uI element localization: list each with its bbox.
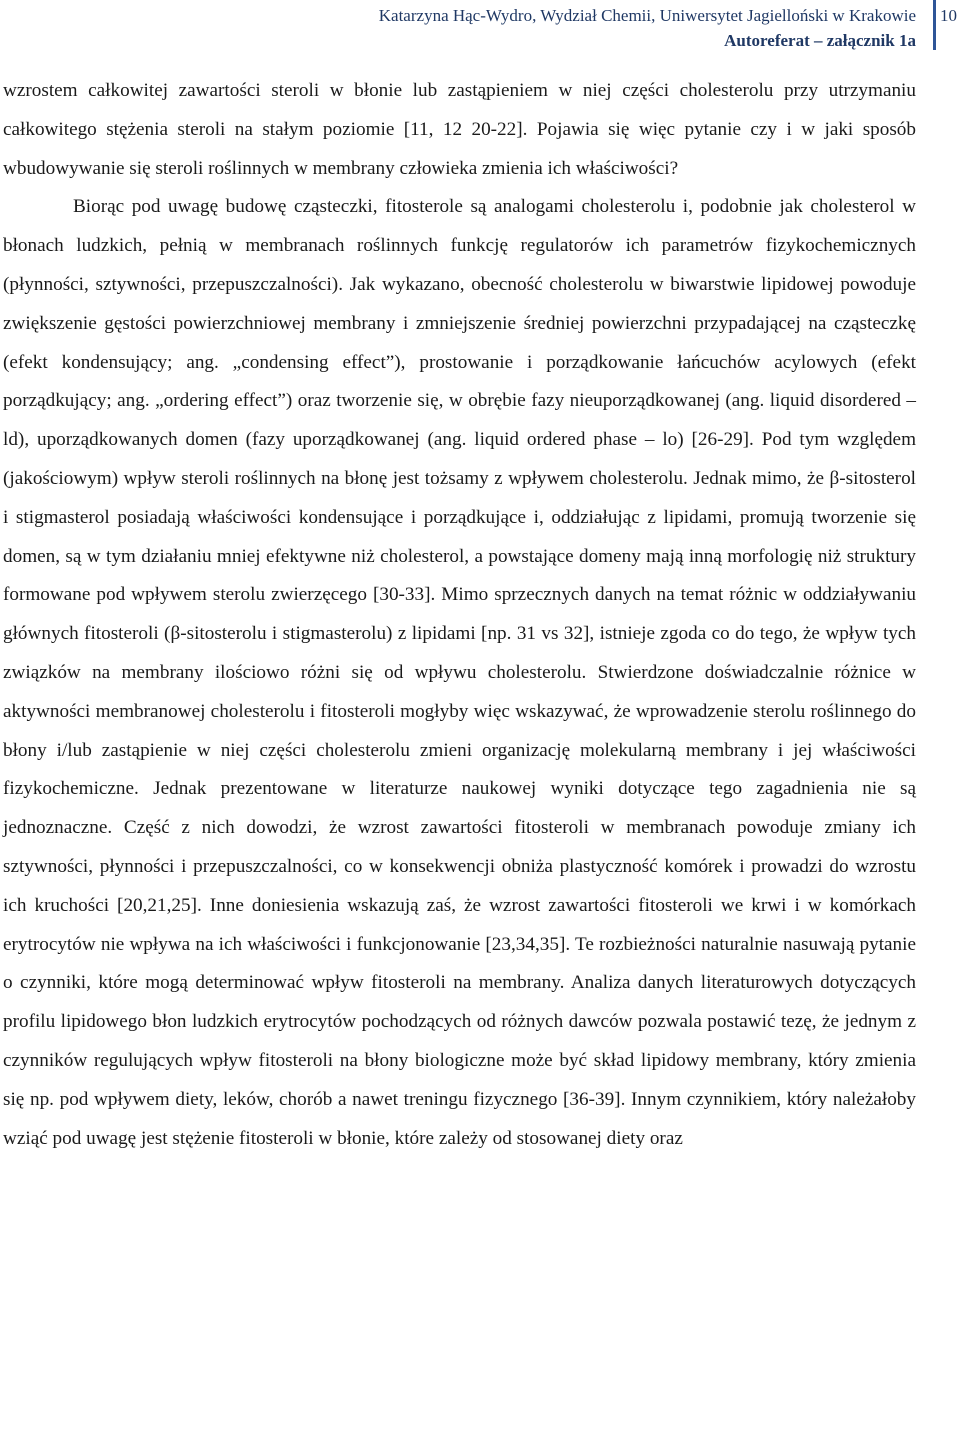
header-subtitle: Autoreferat – załącznik 1a bbox=[724, 31, 916, 50]
header-title: Katarzyna Hąc-Wydro, Wydział Chemii, Uniwersytet Jagielloński w Krakowie bbox=[378, 6, 916, 25]
document-body bbox=[3, 72, 916, 1158]
page-number: 10 bbox=[940, 6, 957, 25]
paragraph-continued: wzrostem całkowitej zawartości steroli w błonie lub zastąpieniem w niej części cholesterolu przy utrzymaniu całkowitego stężenia steroli na stałym poziomie [11, 12 20-22]. Pojawia się więc pytanie czy i w jaki sposób wbudowywanie się steroli roślinnych w membrany człowieka zmienia ich właściwości? bbox=[3, 80, 916, 179]
header-divider bbox=[933, 0, 936, 50]
header-text bbox=[379, 3, 916, 53]
paragraph-main: Biorąc pod uwagę budowę cząsteczki, fitosterole są analogami cholesterolu i, podobnie jak cholesterol w błonach ludzkich, pełnią w membranach roślinnych funkcję regulatorów ich parametrów fizykochemicznych (płynności, sztywności, przepuszczalności). Jak wykazano, obecność cholesterolu w biwarstwie lipidowej powoduje zwiększenie gęstości powierzchniowej membrany i zmniejszenie średniej powierzchni przypadającej na cząsteczkę (efekt kondensujący; ang. „condensing effect”), prostowanie i porządkowanie łańcuchów acylowych (efekt porządkujący; ang. „ordering effect”) oraz tworzenie się, w obrębie fazy nieuporządkowanej (ang. liquid disordered – ld), uporządkowanych domen (fazy uporządkowanej (ang. liquid ordered phase – lo) [26-29]. Pod tym względem (jakościowym) wpływ steroli roślinnych na błonę jest tożsamy z wpływem cholesterolu. Jednak mimo, że β-sitosterol i stigmasterol posiadają właściwości kondensujące i porządkujące i, oddziałując z lipidami, promują tworzenie się domen, są w tym działaniu mniej efektywne niż cholesterol, a powstające domeny mają inną morfologię niż struktury formowane pod wpływem sterolu zwierzęcego [30-33]. Mimo sprzecznych danych na temat różnic w oddziaływaniu głównych fitosteroli (β-sitosterolu i stigmasterolu) z lipidami [np. 31 vs 32], istnieje zgoda co do tego, że wpływ tych związków na membrany ilościowo różni się od wpływu cholesterolu. Stwierdzone doświadczalnie różnice w aktywności membranowej cholesterolu i fitosteroli mogłyby więc wskazywać, że wprowadzenie sterolu roślinnego do błony i/lub zastąpienie w niej części cholesterolu zmieni organizację molekularną membrany i jej właściwości fizykochemiczne. Jednak prezentowane w literaturze naukowej wyniki dotyczące tego zagadnienia nie są jednoznaczne. Część z nich dowodzi, że wzrost zawartości fitosteroli w membranach powoduje zmiany ich sztywności, płynności i przepuszczalności, co w konsekwencji obniża plastyczność komórek i prowadzi do wzrostu ich kruchości [20,21,25]. Inne doniesienia wskazują zaś, że wzrost zawartości fitosteroli we krwi i w komórkach erytrocytów nie wpływa na ich właściwości i funkcjonowanie [23,34,35]. Te rozbieżności naturalnie nasuwają pytanie o czynniki, które mogą determinować wpływ fitosteroli na membrany. Analiza danych literaturowych dotyczących profilu lipidowego błon ludzkich erytrocytów pochodzących od różnych dawców pozwala postawić tezę, że jednym z czynników regulujących wpływ fitosteroli na błony biologiczne może być skład lipidowy membrany, który zmienia się np. pod wpływem diety, leków, chorób a nawet treningu fizycznego [36-39]. Innym czynnikiem, który należałoby wziąć pod uwagę jest stężenie fitosteroli w błonie, które zależy od stosowanej diety oraz bbox=[3, 196, 916, 1149]
page-header bbox=[0, 0, 960, 50]
